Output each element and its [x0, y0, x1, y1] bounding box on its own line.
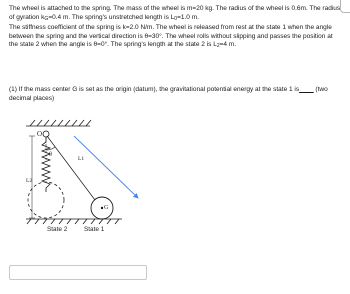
label-theta: θ — [49, 152, 52, 158]
label-o: O — [37, 130, 43, 138]
question-text — [9, 86, 339, 103]
problem-statement — [9, 5, 341, 52]
state2-label: State 2 — [47, 226, 68, 233]
question-suffix: (two decimal places) — [9, 86, 328, 102]
ceiling — [26, 120, 91, 126]
right-arrow — [74, 136, 138, 198]
panel-corner — [340, 0, 350, 13]
problem-paragraph-2: The stiffness coefficient of the spring is k=2.0 N/m. The wheel is released from rest at the state 1 when the angle between the spring and the vertical direction is θ=30°. The wheel rolls without slipping and passes the position at the state 2 when the angle is θ=0°. The spring's length at the state 2 is $L_2=4$ m. — [9, 24, 333, 50]
state1-label: State 1 — [84, 226, 105, 233]
ground — [26, 219, 122, 224]
problem-paragraph-1: The wheel is attached to the spring. The mass of the wheel is m=20 kg. The radius of the wheel is 0.6m. The radius of gyration $k_G=0.4$ m. The spring's unstretched length is $L_0=1.0$ m. — [9, 5, 341, 22]
label-l1: L1 — [78, 156, 85, 162]
spring-state1 — [47, 136, 101, 208]
label-g: G — [104, 205, 109, 211]
question-blank: ____ — [299, 86, 314, 93]
answer-input[interactable] — [9, 265, 147, 280]
mechanics-figure — [26, 116, 146, 234]
label-l2: L2 — [26, 178, 33, 184]
pivot — [43, 131, 49, 137]
angle-arc — [46, 147, 55, 150]
wheel-state2 — [28, 182, 64, 218]
question-prefix: (1) If the mass center G is set as the origin (datum), the gravitational potential energy at the state 1 is — [9, 86, 300, 93]
